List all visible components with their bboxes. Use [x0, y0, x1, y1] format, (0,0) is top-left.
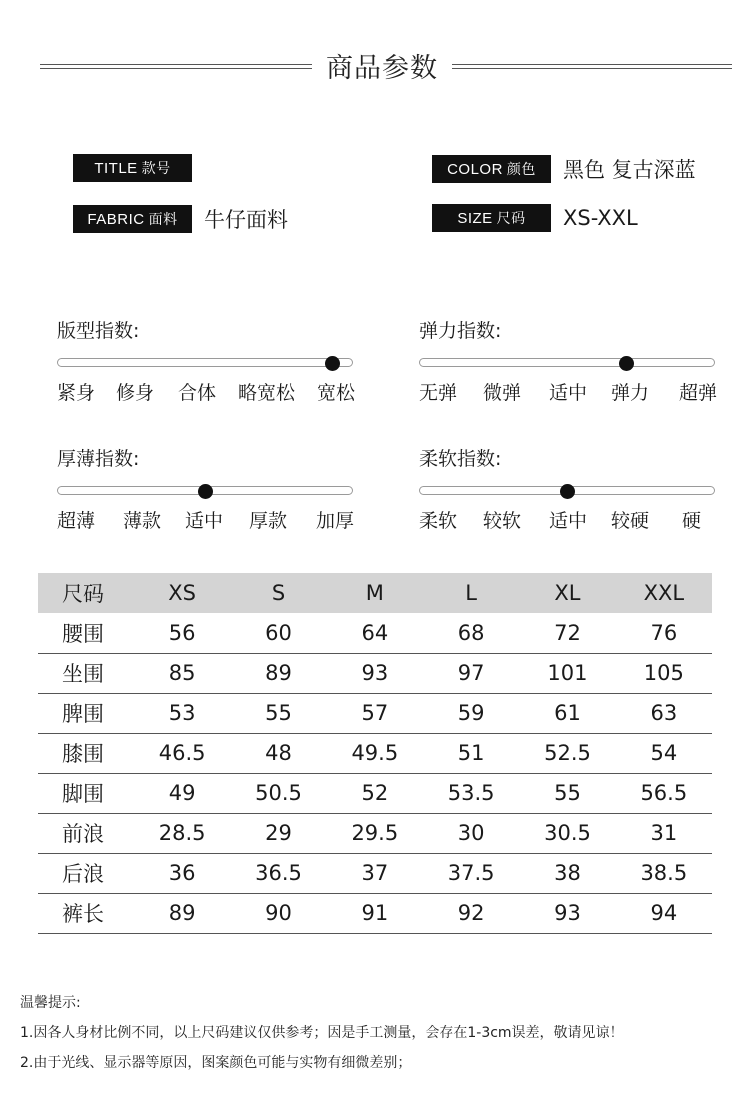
- attr-title: [73, 154, 204, 182]
- size-table-header-cell: XL: [519, 573, 615, 613]
- scale-softness-label: 硬: [682, 510, 702, 532]
- scale-softness-label: 适中: [549, 510, 588, 532]
- attr-size-zh: 尺码: [496, 211, 526, 227]
- scale-elasticity-label: 微弹: [483, 382, 522, 404]
- table-cell: 85: [134, 653, 230, 693]
- table-cell: 55: [519, 773, 615, 813]
- attr-size-en: SIZE: [457, 209, 493, 227]
- attr-fabric-en: FABRIC: [87, 210, 145, 228]
- note-item: 2.由于光线、显示器等原因，图案颜色可能与实物有细微差别；: [20, 1055, 412, 1071]
- header-rule-left: [40, 64, 312, 69]
- table-row: [38, 773, 712, 813]
- table-cell: 93: [519, 893, 615, 933]
- table-row-label: 后浪: [38, 853, 134, 893]
- table-cell: 68: [423, 613, 519, 653]
- size-table-header-cell: XS: [134, 573, 230, 613]
- scale-softness-title: 柔软指数:: [419, 448, 502, 470]
- scale-elasticity-title: 弹力指数:: [419, 320, 502, 342]
- scale-thickness-label: 加厚: [316, 510, 355, 532]
- table-cell: 37: [327, 853, 423, 893]
- table-cell: 61: [519, 693, 615, 733]
- scale-thickness-label: 适中: [185, 510, 224, 532]
- scale-elasticity-label: 超弹: [679, 382, 718, 404]
- size-table-header-cell: XXL: [616, 573, 712, 613]
- table-cell: 55: [230, 693, 326, 733]
- table-row: [38, 653, 712, 693]
- attr-size-tag: [432, 204, 551, 232]
- table-cell: 53.5: [423, 773, 519, 813]
- scale-thickness-label: 超薄: [57, 510, 96, 532]
- table-cell: 97: [423, 653, 519, 693]
- scale-thickness-label: 薄款: [123, 510, 162, 532]
- header-rule-right: [452, 64, 732, 69]
- table-row: [38, 693, 712, 733]
- scale-fit-label: 修身: [116, 382, 155, 404]
- scale-elasticity: [419, 316, 719, 404]
- scale-thickness: [57, 444, 357, 532]
- scale-softness-marker: [560, 484, 575, 499]
- scale-elasticity-label: 适中: [549, 382, 588, 404]
- table-row: [38, 853, 712, 893]
- size-table: [38, 573, 712, 934]
- table-cell: 49: [134, 773, 230, 813]
- table-cell: 38.5: [616, 853, 712, 893]
- table-cell: 37.5: [423, 853, 519, 893]
- table-cell: 72: [519, 613, 615, 653]
- table-cell: 49.5: [327, 733, 423, 773]
- scale-fit-track: [57, 358, 353, 367]
- scale-fit-label: 合体: [178, 382, 217, 404]
- table-cell: 94: [616, 893, 712, 933]
- table-cell: 52: [327, 773, 423, 813]
- attr-title-tag: [73, 154, 192, 182]
- table-cell: 51: [423, 733, 519, 773]
- attr-fabric-zh: 面料: [148, 212, 178, 228]
- table-cell: 30.5: [519, 813, 615, 853]
- scale-thickness-labels: [57, 506, 367, 534]
- table-cell: 64: [327, 613, 423, 653]
- table-cell: 36: [134, 853, 230, 893]
- scale-elasticity-marker: [619, 356, 634, 371]
- table-cell: 53: [134, 693, 230, 733]
- table-row-label: 脚围: [38, 773, 134, 813]
- attr-color: [432, 154, 696, 184]
- scale-fit-labels: [57, 378, 367, 406]
- table-cell: 52.5: [519, 733, 615, 773]
- note-item: 1.因各人身材比例不同，以上尺码建议仅供参考；因是手工测量，会存在1-3cm误差，敬请见谅！: [20, 1025, 624, 1041]
- attr-fabric-tag: [73, 205, 192, 233]
- table-cell: 28.5: [134, 813, 230, 853]
- table-row-label: 坐围: [38, 653, 134, 693]
- table-cell: 48: [230, 733, 326, 773]
- table-cell: 60: [230, 613, 326, 653]
- scale-thickness-title: 厚薄指数:: [57, 448, 140, 470]
- table-cell: 50.5: [230, 773, 326, 813]
- attr-size-value: XS-XXL: [563, 206, 638, 230]
- section-header: [0, 0, 750, 130]
- scale-softness-label: 柔软: [419, 510, 458, 532]
- table-row-label: 腰围: [38, 613, 134, 653]
- table-cell: 56: [134, 613, 230, 653]
- scale-elasticity-labels: [419, 378, 729, 406]
- table-row-label: 前浪: [38, 813, 134, 853]
- table-cell: 93: [327, 653, 423, 693]
- page-title: 商品参数: [326, 53, 438, 84]
- scale-fit: [57, 316, 357, 404]
- attr-title-zh: 款号: [141, 161, 171, 177]
- table-cell: 36.5: [230, 853, 326, 893]
- scale-fit-label: 紧身: [57, 382, 96, 404]
- scale-fit-title: 版型指数:: [57, 320, 140, 342]
- table-row-label: 脾围: [38, 693, 134, 733]
- size-table-header-cell: S: [230, 573, 326, 613]
- table-cell: 30: [423, 813, 519, 853]
- table-row: [38, 893, 712, 933]
- table-cell: 29.5: [327, 813, 423, 853]
- scale-elasticity-label: 弹力: [611, 382, 650, 404]
- table-cell: 89: [134, 893, 230, 933]
- scale-fit-label: 略宽松: [238, 382, 296, 404]
- table-cell: 46.5: [134, 733, 230, 773]
- attr-color-value: 黑色 复古深蓝: [563, 158, 696, 182]
- table-cell: 105: [616, 653, 712, 693]
- size-table-header-row: [38, 573, 712, 613]
- table-row-label: 裤长: [38, 893, 134, 933]
- table-cell: 63: [616, 693, 712, 733]
- table-cell: 92: [423, 893, 519, 933]
- table-cell: 29: [230, 813, 326, 853]
- table-cell: 101: [519, 653, 615, 693]
- size-table-header-cell: 尺码: [38, 573, 134, 613]
- scale-softness-label: 较软: [483, 510, 522, 532]
- scale-softness-label: 较硬: [611, 510, 650, 532]
- table-row: [38, 613, 712, 653]
- attr-title-en: TITLE: [94, 159, 138, 177]
- table-row-label: 膝围: [38, 733, 134, 773]
- attr-color-tag: [432, 155, 551, 183]
- table-cell: 59: [423, 693, 519, 733]
- scale-elasticity-track: [419, 358, 715, 367]
- scale-softness: [419, 444, 719, 532]
- scale-thickness-marker: [198, 484, 213, 499]
- attr-fabric-value: 牛仔面料: [204, 208, 288, 232]
- attr-color-en: COLOR: [447, 160, 503, 178]
- table-cell: 38: [519, 853, 615, 893]
- scale-elasticity-label: 无弹: [419, 382, 458, 404]
- table-row: [38, 733, 712, 773]
- size-table-header-cell: M: [327, 573, 423, 613]
- table-cell: 56.5: [616, 773, 712, 813]
- table-cell: 90: [230, 893, 326, 933]
- table-cell: 76: [616, 613, 712, 653]
- table-cell: 31: [616, 813, 712, 853]
- table-cell: 89: [230, 653, 326, 693]
- table-row: [38, 813, 712, 853]
- scale-thickness-label: 厚款: [249, 510, 288, 532]
- notes-section: [20, 988, 740, 1078]
- attr-color-zh: 颜色: [506, 162, 536, 178]
- table-cell: 91: [327, 893, 423, 933]
- notes-heading: 温馨提示:: [20, 995, 81, 1011]
- scale-fit-marker: [325, 356, 340, 371]
- scale-softness-labels: [419, 506, 729, 534]
- size-table-header-cell: L: [423, 573, 519, 613]
- attr-size: [432, 204, 638, 232]
- table-cell: 57: [327, 693, 423, 733]
- scale-fit-label: 宽松: [317, 382, 356, 404]
- attr-fabric: [73, 204, 288, 234]
- table-cell: 54: [616, 733, 712, 773]
